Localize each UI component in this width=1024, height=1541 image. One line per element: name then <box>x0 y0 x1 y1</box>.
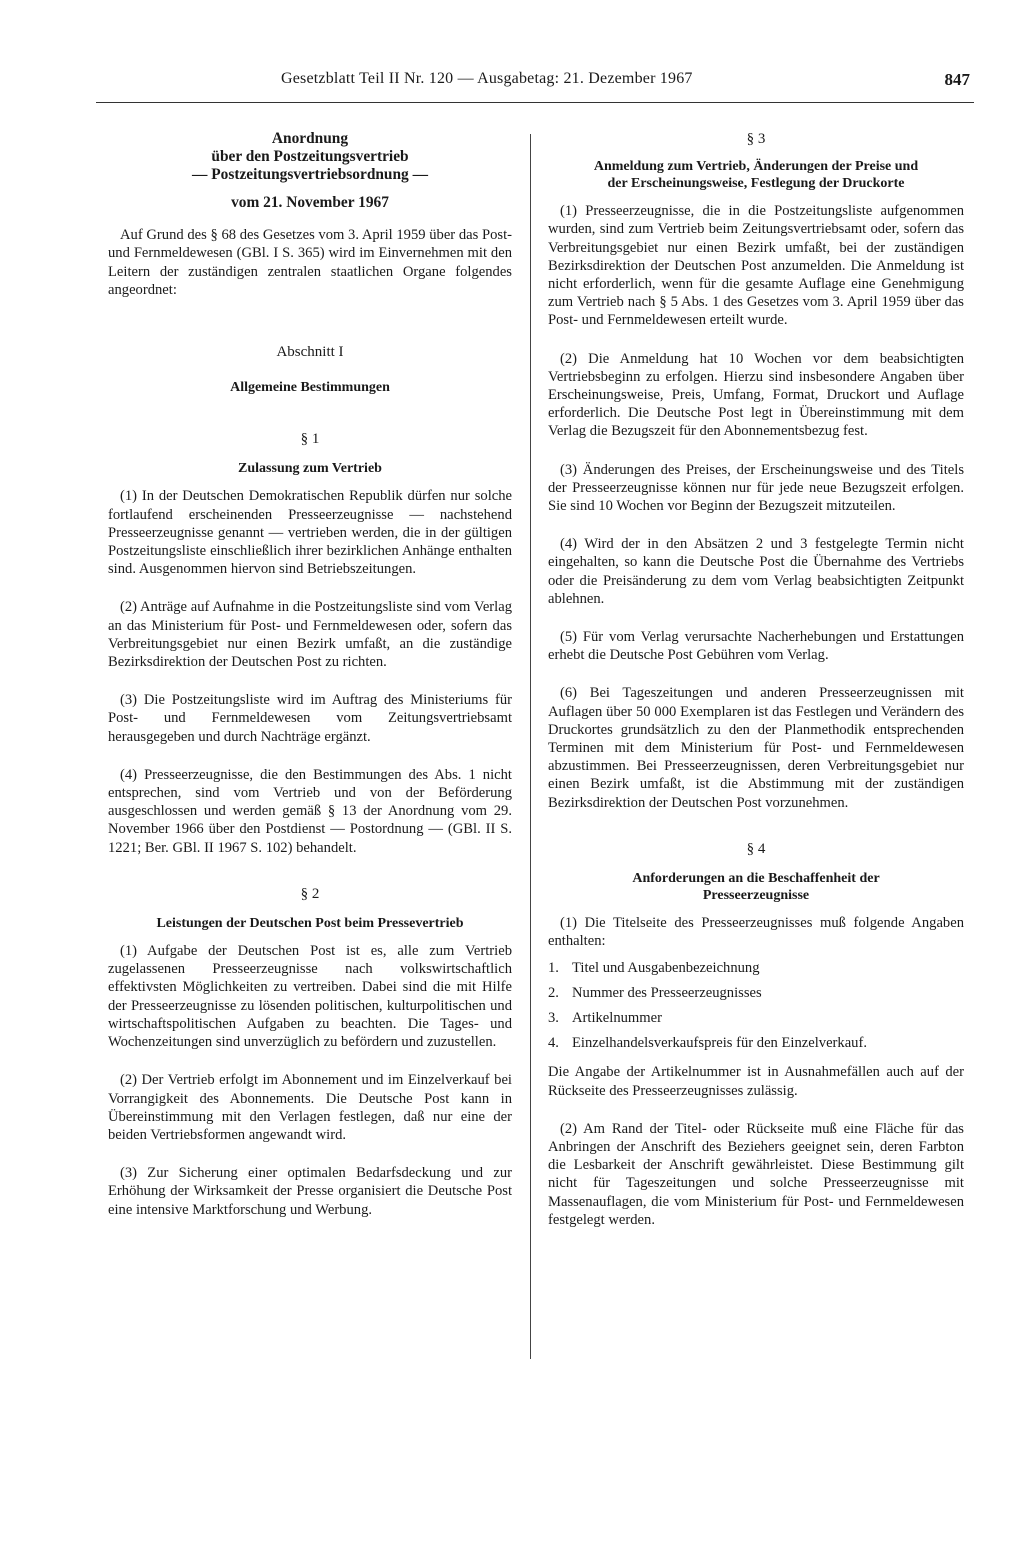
left-column <box>108 130 512 1219</box>
paragraph-2-abs-3: (3) Zur Sicherung einer optimalen Bedarfsdeckung und zur Erhöhung der Wirksamkeit der Presse organisiert die Deutsche Post eine intensive Marktforschung und Werbung. <box>108 1165 512 1218</box>
list-item: 2. Nummer des Presseerzeugnisses <box>548 984 762 1001</box>
paragraph-1-symbol: § 1 <box>300 431 320 448</box>
list-item: 3. Artikelnummer <box>548 1009 662 1026</box>
paragraph-2-symbol: § 2 <box>300 885 320 902</box>
paragraph-3-abs-5: (5) Für vom Verlag verursachte Nacherhebungen und Erstattungen erhebt die Deutsche Post Gebühren vom Verlag. <box>548 629 964 664</box>
paragraph-3-abs-3: (3) Änderungen des Preises, der Erscheinungsweise und des Titels der Presseerzeugnisse können nur für jede neue Bezugszeit erfolgen. Sie sind 10 Wochen vor Beginn der Bezugszeit mitzuteilen. <box>548 461 964 515</box>
paragraph-3-abs-6: (6) Bei Tageszeitungen und anderen Presseerzeugnissen mit Auflagen über 50 000 Exemplaren ist das Festlegen und Verändern des Druckortes grundsätzlich zu den der Planmethodik entsprechenden Terminen mit dem Ministerium für Post- und Fernmeldewesen abzustimmen. Bei Presseerzeugnissen, deren Verbreitungsgebiet nur einen Bezirk umfaßt, ist die Abstimmung mit der zuständigen Bezirksdirektion der Deutschen Post vorzunehmen. <box>548 685 964 811</box>
paragraph-3-symbol: § 3 <box>746 131 766 147</box>
paragraph-3-title-line-2: der Erscheinungsweise, Festlegung der Druckorte <box>607 176 905 192</box>
ordinance-short-title: — Postzeitungsvertriebsordnung — <box>192 166 428 183</box>
paragraph-3-abs-2: (2) Die Anmeldung hat 10 Wochen vor dem beabsichtigten Vertriebsbeginn zu erfolgen. Hierzu sind insbesondere Angaben über Erscheinungsweise, Preis, Umfang, Format, Druckort und Auflage erforderlich. Die Deutsche Post legt in Übereinstimmung mit dem Verlag die Bezugszeit für den Abonnementsbezug fest. <box>548 350 964 440</box>
preamble: Auf Grund des § 68 des Gesetzes vom 3. April 1959 über das Post- und Fernmeldewesen (GBl. I S. 365) wird im Einvernehmen mit den Leitern der zuständigen zentralen staatlichen Organe folgendes angeordnet: <box>108 227 512 298</box>
header-rule <box>96 102 974 103</box>
list-item: 4. Einzelhandelsverkaufspreis für den Einzelverkauf. <box>548 1035 867 1052</box>
section-title: Allgemeine Bestimmungen <box>230 380 390 396</box>
ordinance-subtitle: über den Postzeitungsvertrieb <box>211 148 409 165</box>
paragraph-2-abs-2: (2) Der Vertrieb erfolgt im Abonnement und im Einzelverkauf bei Vorrangigkeit des Abonnements. Die Deutsche Post kann in Übereinstimmung mit den Verlagen festlegen, daß nur eine der beiden Vertriebsformen angewandt wird. <box>108 1072 512 1143</box>
paragraph-1-abs-1: (1) In der Deutschen Demokratischen Republik dürfen nur solche fortlaufend erscheinenden Presseerzeugnisse — nachstehend Presseerzeugnisse genannt — vertrieben werden, die in der gültigen Postzeitungsliste einschließlich ihrer bezirklichen Anhänge enthalten sind. Ausgenommen hiervon sind Betriebszeitungen. <box>108 488 512 578</box>
column-divider <box>530 134 531 1359</box>
paragraph-1-title: Zulassung zum Vertrieb <box>238 461 382 477</box>
gazette-title: Gesetzblatt Teil II Nr. 120 — Ausgabetag: 21. Dezember 1967 <box>281 70 693 87</box>
page-number: 847 <box>944 70 970 89</box>
paragraph-3-abs-1: (1) Presseerzeugnisse, die in die Postzeitungsliste aufgenommen wurden, sind zum Vertrieb beim Zeitungsvertriebsamt oder, sofern das Verbreitungsgebiet nur einen Bezirk umfaßt, bei der zuständigen Bezirksdirektion der Deutschen Post anzumelden. Die Anmeldung ist nicht erforderlich, wenn für die gesamte Auflage eine Genehmigung zum Vertrieb nach § 5 Abs. 1 des Gesetzes vom 3. April 1959 über das Post- und Fernmeldewesen erteilt wurde. <box>548 203 964 329</box>
page-header <box>96 70 974 100</box>
paragraph-4-title-line-2: Presseerzeugnisse <box>702 888 810 904</box>
right-column <box>548 130 964 1229</box>
section-label: Abschnitt I <box>276 344 344 361</box>
paragraph-2-abs-1: (1) Aufgabe der Deutschen Post ist es, alle zum Vertrieb zugelassenen Presseerzeugnisse nach volkswirtschaftlich effektivsten Möglichkeiten zu vertreiben. Dabei sind die mit Hilfe der Presseerzeugnisse zu lösenden politischen, kulturpolitischen und wirtschaftspolitischen Aufgaben zu beachten. Die Tages- und Wochenzeitungen sind unverzüglich zu befördern und zuzustellen. <box>108 943 512 1051</box>
list-item: 1. Titel und Ausgabenbezeichnung <box>548 959 760 976</box>
paragraph-4-abs-2: (2) Am Rand der Titel- oder Rückseite muß eine Fläche für das Anbringen der Anschrift des Beziehers geeignet sein, deren Farbton die Lesbarkeit der Anschrift gewährleistet. Diese Bestimmung gilt nicht für Tageszeitungen und solche Presseerzeugnisse mit Massenauflagen, die vom Ministerium für Post- und Fernmeldewesen festgelegt werden. <box>548 1120 964 1228</box>
paragraph-4-symbol: § 4 <box>746 840 766 857</box>
article-number-note: Die Angabe der Artikelnummer ist in Ausnahmefällen auch auf der Rückseite des Presseerzeugnisses zulässig. <box>548 1064 964 1099</box>
paragraph-3-title-line-1: Anmeldung zum Vertrieb, Änderungen der Preise und <box>593 159 919 175</box>
paragraph-1-abs-4: (4) Presseerzeugnisse, die den Bestimmungen des Abs. 1 nicht entsprechen, sind vom Vertrieb und von der Beförderung ausgeschlossen und werden gemäß § 13 der Anordnung vom 29. November 1966 über den Postdienst — Postordnung — (GBl. II S. 1221; Ber. GBl. II 1967 S. 102) behandelt. <box>108 766 512 856</box>
paragraph-3-abs-4: (4) Wird der in den Absätzen 2 und 3 festgelegte Termin nicht eingehalten, so kann die Deutsche Post die Übernahme des Vertriebs oder die Preisänderung zu dem vom Verlag beabsichtigten Zeitpunkt ablehnen. <box>548 536 964 607</box>
ordinance-title: Anordnung <box>271 130 349 147</box>
paragraph-1-abs-3: (3) Die Postzeitungsliste wird im Auftrag des Ministeriums für Post- und Fernmeldewesen vom Zeitungsvertriebsamt herausgegeben und durch Nachträge ergänzt. <box>108 692 512 745</box>
required-details-list <box>548 959 964 1053</box>
paragraph-4-abs-1: (1) Die Titelseite des Presseerzeugnisses muß folgende Angaben enthalten: <box>548 915 964 950</box>
ordinance-date: vom 21. November 1967 <box>231 194 389 211</box>
paragraph-2-title: Leistungen der Deutschen Post beim Pressevertrieb <box>156 916 464 932</box>
paragraph-4-title-line-1: Anforderungen an die Beschaffenheit der <box>632 871 880 887</box>
paragraph-1-abs-2: (2) Anträge auf Aufnahme in die Postzeitungsliste sind vom Verlag an das Ministerium für Post- und Fernmeldewesen oder, sofern das Verbreitungsgebiet nur einen Bezirk umfaßt, an die zuständige Bezirksdirektion der Deutschen Post zu richten. <box>108 599 512 671</box>
